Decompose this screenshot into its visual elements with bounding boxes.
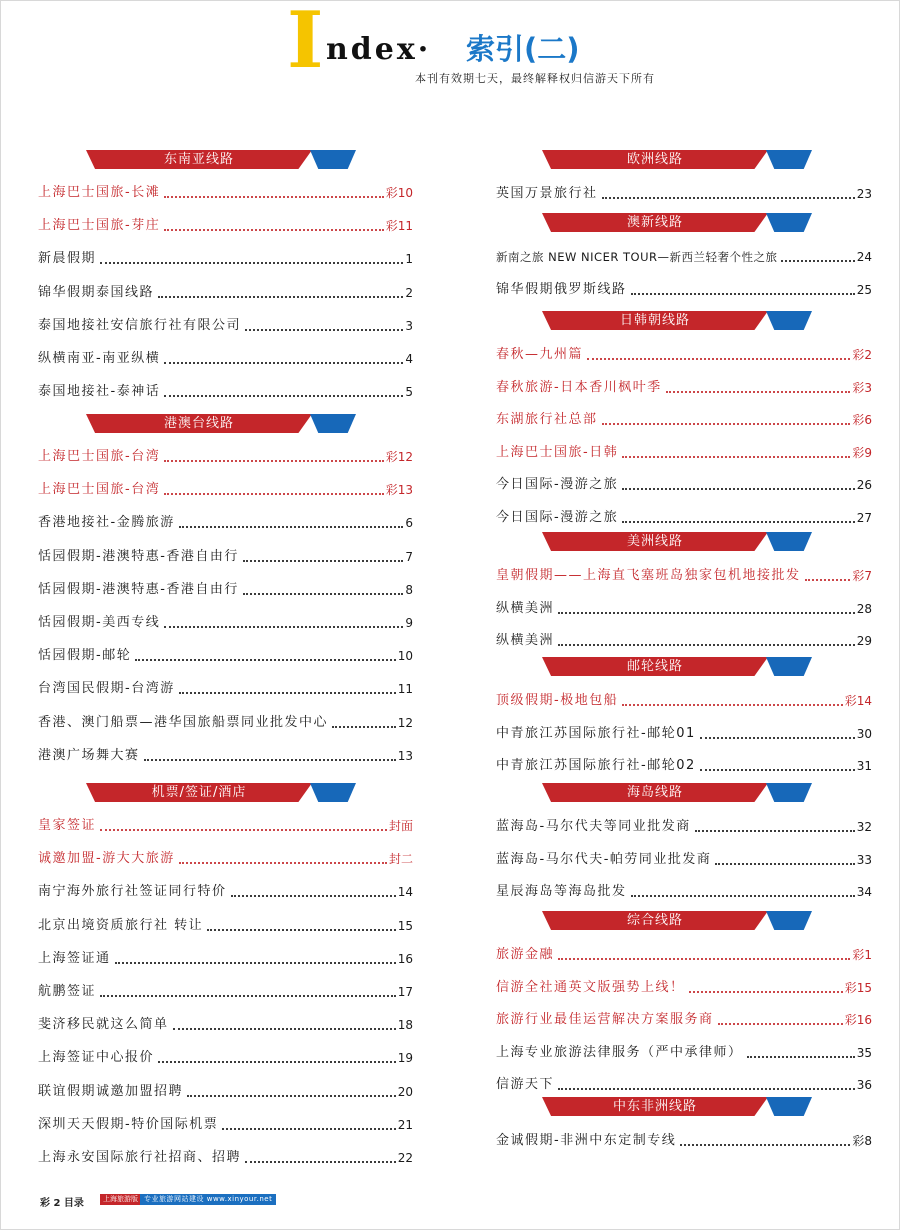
section-title: 海岛线路 (626, 785, 683, 800)
entry-name: 香港地接社-金腾旅游 (38, 515, 175, 530)
entry-name: 东湖旅行社总部 (496, 412, 598, 427)
index-entry[interactable] (38, 284, 413, 302)
entry-page: 32 (856, 820, 872, 834)
entry-page: 27 (856, 511, 872, 525)
entry-page: 25 (856, 283, 872, 297)
leader-dots (781, 250, 854, 262)
leader-dots (100, 819, 387, 831)
index-entry[interactable] (38, 217, 413, 235)
leader-dots (631, 283, 855, 295)
entry-page: 5 (405, 385, 413, 399)
leader-dots (158, 286, 403, 298)
entry-name: 星辰海岛等海岛批发 (496, 884, 627, 899)
entry-page: 10 (397, 649, 413, 663)
entry-name: 蓝海岛-马尔代夫等同业批发商 (496, 819, 691, 834)
entry-page: 36 (856, 1078, 872, 1092)
entry-name: 香港、澳门船票—港华国旅船票同业批发中心 (38, 715, 329, 730)
entry-name: 新晨假期 (38, 251, 97, 266)
index-entry[interactable] (38, 1083, 413, 1101)
entry-page: 29 (856, 634, 872, 648)
entry-name: 联谊假期诚邀加盟招聘 (38, 1084, 184, 1099)
index-entry[interactable] (496, 379, 872, 397)
leader-dots (179, 516, 404, 528)
entry-name: 台湾国民假期-台湾游 (38, 681, 175, 696)
section-title: 日韩朝线路 (619, 313, 690, 328)
index-entry[interactable] (496, 509, 872, 527)
index-entry[interactable] (496, 281, 872, 299)
leader-dots (135, 649, 396, 661)
index-entry[interactable] (496, 692, 872, 710)
leader-dots (164, 186, 384, 198)
leader-dots (622, 511, 855, 523)
entry-page: 30 (856, 727, 872, 741)
page-title: 索引(二) (466, 32, 580, 66)
leader-dots (805, 569, 851, 581)
entry-page: 34 (856, 885, 872, 899)
index-entry[interactable] (496, 1044, 872, 1062)
leader-dots (680, 1134, 850, 1146)
leader-dots (179, 852, 387, 864)
section-title: 机票/签证/酒店 (151, 785, 247, 800)
entry-page: 11 (397, 682, 413, 696)
index-entry[interactable] (496, 600, 872, 618)
entry-name: 信游全社通英文版强势上线！ (496, 980, 685, 995)
entry-name: 纵横美洲 (496, 601, 555, 616)
leader-dots (715, 853, 854, 865)
leader-dots (164, 483, 384, 495)
entry-name: 恬园假期-邮轮 (38, 648, 132, 663)
entry-page: 21 (397, 1118, 413, 1132)
leader-dots (164, 616, 403, 628)
footer-url[interactable]: 专业旅游网站建设 www.xinyour.net (140, 1194, 276, 1205)
entry-page: 2 (405, 286, 413, 300)
entry-page: 12 (397, 716, 413, 730)
index-entry[interactable] (496, 883, 872, 901)
leader-dots (689, 981, 843, 993)
leader-dots (164, 219, 384, 231)
index-entry[interactable] (38, 1116, 413, 1134)
footer-tag: 上海旅游版 (100, 1194, 141, 1205)
entry-page: 22 (397, 1151, 413, 1165)
index-entry[interactable] (496, 851, 872, 869)
leader-dots (587, 348, 850, 360)
entry-page: 彩2 (852, 348, 872, 362)
entry-name: 顶级假期-极地包船 (496, 693, 619, 708)
entry-name: 诚邀加盟-游大大旅游 (38, 851, 175, 866)
entry-name: 皇家签证 (38, 818, 97, 833)
leader-dots (666, 381, 851, 393)
index-entry[interactable] (496, 818, 872, 836)
index-entry[interactable] (38, 383, 413, 401)
index-entry[interactable] (38, 514, 413, 532)
entry-page: 23 (856, 187, 872, 201)
footer-page-label: 彩 2 目录 (40, 1198, 84, 1209)
leader-dots (164, 450, 384, 462)
index-entry[interactable] (38, 983, 413, 1001)
entry-name: 上海签证通 (38, 951, 111, 966)
entry-page: 彩14 (844, 694, 872, 708)
index-entry[interactable] (38, 850, 413, 868)
leader-dots (179, 682, 396, 694)
index-entry[interactable] (38, 1149, 413, 1167)
entry-page: 彩6 (852, 413, 872, 427)
entry-name: 深圳天天假期-特价国际机票 (38, 1117, 219, 1132)
index-entry[interactable] (38, 950, 413, 968)
leader-dots (164, 385, 403, 397)
entry-name: 旅游行业最佳运营解决方案服务商 (496, 1012, 714, 1027)
index-entry[interactable] (496, 567, 872, 585)
index-entry[interactable] (38, 747, 413, 765)
entry-name: 上海巴士国旅-台湾 (38, 482, 161, 497)
entry-page: 28 (856, 602, 872, 616)
entry-name: 英国万景旅行社 (496, 186, 598, 201)
entry-name: 上海专业旅游法律服务（严中承律师） (496, 1045, 743, 1060)
entry-page: 彩11 (385, 219, 413, 233)
header-big-letter: I (287, 0, 324, 86)
entry-page: 6 (405, 516, 413, 530)
section-title: 东南亚线路 (163, 152, 234, 167)
index-entry[interactable] (496, 979, 872, 997)
entry-name: 港澳广场舞大赛 (38, 748, 140, 763)
entry-name: 锦华假期俄罗斯线路 (496, 282, 627, 297)
entry-name: 纵横南亚-南亚纵横 (38, 351, 161, 366)
leader-dots (222, 1118, 396, 1130)
leader-dots (245, 1151, 396, 1163)
index-entry[interactable] (38, 548, 413, 566)
entry-name: 恬园假期-港澳特惠-香港自由行 (38, 582, 239, 597)
header-subtitle: 本刊有效期七天，最终解释权归信游天下所有 (415, 72, 655, 85)
entry-name: 蓝海岛-马尔代夫-帕劳同业批发商 (496, 852, 712, 867)
leader-dots (700, 759, 855, 771)
entry-name: 中青旅江苏国际旅行社-邮轮01 (496, 726, 696, 741)
index-entry[interactable] (496, 946, 872, 964)
leader-dots (558, 1078, 855, 1090)
header-index-word: ndex· (326, 32, 432, 67)
entry-name: 上海巴士国旅-台湾 (38, 449, 161, 464)
leader-dots (700, 727, 855, 739)
entry-page: 彩12 (385, 450, 413, 464)
leader-dots (602, 413, 851, 425)
entry-page: 彩9 (852, 446, 872, 460)
entry-name: 泰国地接社安信旅行社有限公司 (38, 318, 242, 333)
entry-page: 1 (405, 252, 413, 266)
entry-page: 彩15 (844, 981, 872, 995)
index-entry[interactable] (496, 346, 872, 364)
entry-page: 14 (397, 885, 413, 899)
leader-dots (100, 985, 396, 997)
leader-dots (558, 634, 855, 646)
section-title: 中东非洲线路 (612, 1099, 697, 1114)
leader-dots (164, 352, 403, 364)
entry-page: 18 (397, 1018, 413, 1032)
index-entry[interactable] (496, 444, 872, 462)
index-entry[interactable] (496, 1132, 872, 1150)
index-entry[interactable] (38, 317, 413, 335)
entry-page: 13 (397, 749, 413, 763)
entry-page: 15 (397, 919, 413, 933)
entry-page: 彩16 (844, 1013, 872, 1027)
entry-name: 今日国际-漫游之旅 (496, 477, 619, 492)
entry-name: 今日国际-漫游之旅 (496, 510, 619, 525)
leader-dots (158, 1051, 396, 1063)
leader-dots (115, 952, 396, 964)
entry-page: 彩13 (385, 483, 413, 497)
entry-page: 33 (856, 853, 872, 867)
entry-page: 24 (856, 250, 872, 264)
index-entry[interactable] (38, 714, 413, 732)
leader-dots (622, 478, 855, 490)
index-entry[interactable] (38, 614, 413, 632)
leader-dots (747, 1046, 855, 1058)
entry-name: 锦华假期泰国线路 (38, 285, 155, 300)
leader-dots (100, 252, 403, 264)
index-entry[interactable] (38, 1049, 413, 1067)
entry-name: 金诚假期-非洲中东定制专线 (496, 1133, 677, 1148)
entry-page: 35 (856, 1046, 872, 1060)
leader-dots (622, 694, 843, 706)
entry-page: 彩3 (852, 381, 872, 395)
entry-name: 航鹏签证 (38, 984, 97, 999)
entry-page: 20 (397, 1085, 413, 1099)
leader-dots (187, 1085, 396, 1097)
leader-dots (231, 885, 396, 897)
section-title: 港澳台线路 (163, 416, 234, 431)
entry-name: 斐济移民就这么简单 (38, 1017, 169, 1032)
index-entry[interactable] (38, 350, 413, 368)
leader-dots (631, 885, 855, 897)
entry-page: 16 (397, 952, 413, 966)
entry-page: 17 (397, 985, 413, 999)
leader-dots (558, 602, 855, 614)
index-entry[interactable] (496, 476, 872, 494)
index-entry[interactable] (496, 1011, 872, 1029)
entry-name: 皇朝假期——上海直飞塞班岛独家包机地接批发 (496, 568, 801, 583)
entry-name: 中青旅江苏国际旅行社-邮轮02 (496, 758, 696, 773)
entry-name: 恬园假期-港澳特惠-香港自由行 (38, 549, 239, 564)
entry-name: 新南之旅 NEW NICER TOUR—新西兰轻奢个性之旅 (496, 250, 778, 264)
leader-dots (332, 716, 396, 728)
entry-page: 8 (405, 583, 413, 597)
entry-name: 旅游金融 (496, 947, 555, 962)
index-entry[interactable] (38, 817, 413, 835)
leader-dots (245, 319, 403, 331)
entry-page: 彩7 (852, 569, 872, 583)
entry-name: 上海巴士国旅-日韩 (496, 445, 619, 460)
index-entry[interactable] (496, 248, 872, 266)
section-title: 综合线路 (626, 913, 683, 928)
index-entry[interactable] (496, 757, 872, 775)
leader-dots (695, 820, 855, 832)
entry-page: 3 (405, 319, 413, 333)
entry-page: 31 (856, 759, 872, 773)
entry-name: 春秋—九州篇 (496, 347, 584, 362)
index-entry[interactable] (496, 411, 872, 429)
entry-name: 信游天下 (496, 1077, 555, 1092)
index-entry[interactable] (38, 647, 413, 665)
index-entry[interactable] (38, 250, 413, 268)
section-title: 澳新线路 (626, 215, 683, 230)
entry-page: 彩10 (385, 186, 413, 200)
index-entry[interactable] (496, 632, 872, 650)
index-entry[interactable] (38, 1016, 413, 1034)
entry-page: 26 (856, 478, 872, 492)
section-title: 邮轮线路 (626, 659, 683, 674)
entry-page: 4 (405, 352, 413, 366)
entry-name: 春秋旅游-日本香川枫叶季 (496, 380, 662, 395)
section-title: 美洲线路 (626, 534, 683, 549)
entry-name: 纵横美洲 (496, 633, 555, 648)
entry-page: 彩1 (852, 948, 872, 962)
entry-name: 上海巴士国旅-芽庄 (38, 218, 161, 233)
index-entry[interactable] (38, 917, 413, 935)
index-entry[interactable] (496, 725, 872, 743)
index-entry[interactable] (38, 883, 413, 901)
entry-name: 泰国地接社-泰神话 (38, 384, 161, 399)
entry-name: 南宁海外旅行社签证同行特价 (38, 884, 227, 899)
leader-dots (718, 1013, 843, 1025)
entry-page: 封面 (388, 819, 413, 833)
leader-dots (144, 749, 396, 761)
entry-name: 北京出境资质旅行社 转让 (38, 918, 204, 933)
index-entry[interactable] (38, 448, 413, 466)
leader-dots (243, 550, 403, 562)
index-entry[interactable] (38, 184, 413, 202)
entry-name: 上海签证中心报价 (38, 1050, 155, 1065)
index-entry[interactable] (496, 1076, 872, 1094)
index-entry[interactable] (496, 185, 872, 203)
entry-page: 封二 (388, 852, 413, 866)
entry-name: 上海巴士国旅-长滩 (38, 185, 161, 200)
leader-dots (243, 583, 403, 595)
leader-dots (173, 1018, 396, 1030)
leader-dots (558, 948, 850, 960)
leader-dots (207, 919, 396, 931)
entry-page: 9 (405, 616, 413, 630)
index-entry[interactable] (38, 581, 413, 599)
leader-dots (602, 187, 855, 199)
entry-name: 上海永安国际旅行社招商、招聘 (38, 1150, 242, 1165)
index-entry[interactable] (38, 481, 413, 499)
entry-name: 恬园假期-美西专线 (38, 615, 161, 630)
entry-page: 7 (405, 550, 413, 564)
index-entry[interactable] (38, 680, 413, 698)
entry-page: 19 (397, 1051, 413, 1065)
entry-page: 彩8 (852, 1134, 872, 1148)
leader-dots (622, 446, 850, 458)
section-title: 欧洲线路 (626, 152, 683, 167)
